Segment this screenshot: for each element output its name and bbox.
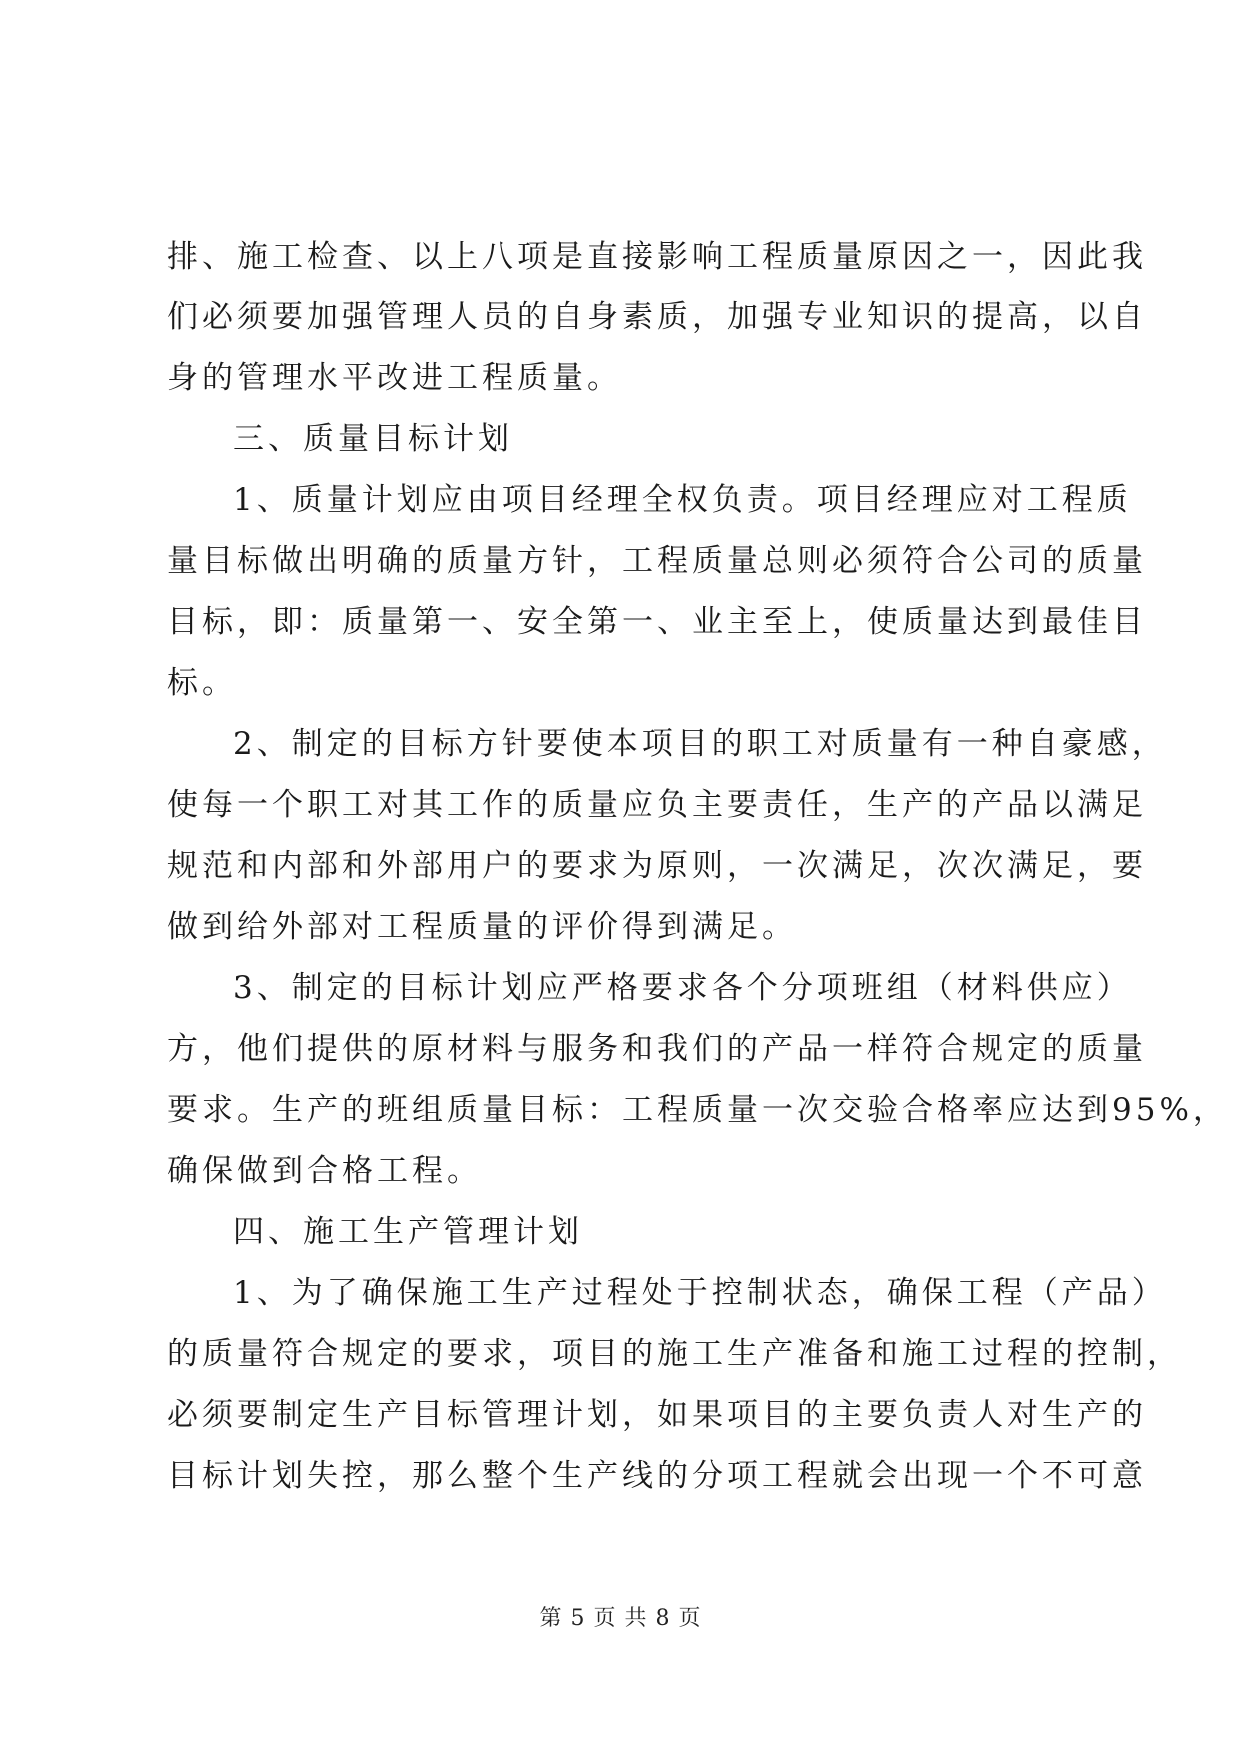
page-footer: 第 5 页 共 8 页 <box>539 1606 702 1631</box>
text-line: 规范和内部和外部用户的要求为原则，一次满足，次次满足，要 <box>167 848 1147 884</box>
text-line: 排、施工检查、以上八项是直接影响工程质量原因之一，因此我 <box>167 239 1147 275</box>
text-line: 目标计划失控，那么整个生产线的分项工程就会出现一个不可意 <box>167 1458 1147 1494</box>
text-line: 1、为了确保施工生产过程处于控制状态，确保工程（产品） <box>233 1275 1167 1311</box>
text-line: 们必须要加强管理人员的自身素质，加强专业知识的提高，以自 <box>167 299 1147 335</box>
text-line: 做到给外部对工程质量的评价得到满足。 <box>167 909 797 945</box>
text-line: 的质量符合规定的要求，项目的施工生产准备和施工过程的控制， <box>167 1336 1182 1372</box>
text-line: 3、制定的目标计划应严格要求各个分项班组（材料供应） <box>233 970 1132 1006</box>
section-heading: 四、施工生产管理计划 <box>233 1214 583 1250</box>
text-line: 1、质量计划应由项目经理全权负责。项目经理应对工程质 <box>233 482 1132 518</box>
text-line: 2、制定的目标方针要使本项目的职工对质量有一种自豪感， <box>233 726 1167 762</box>
text-line: 方，他们提供的原材料与服务和我们的产品一样符合规定的质量 <box>167 1031 1147 1067</box>
section-heading: 三、质量目标计划 <box>233 421 513 457</box>
text-line: 目标，即：质量第一、安全第一、业主至上，使质量达到最佳目 <box>167 604 1147 640</box>
text-line: 身的管理水平改进工程质量。 <box>167 360 622 396</box>
text-line: 量目标做出明确的质量方针，工程质量总则必须符合公司的质量 <box>167 543 1147 579</box>
text-line: 确保做到合格工程。 <box>167 1153 482 1189</box>
text-line: 标。 <box>167 665 237 701</box>
text-line: 要求。生产的班组质量目标：工程质量一次交验合格率应达到95%， <box>167 1092 1228 1128</box>
text-line: 使每一个职工对其工作的质量应负主要责任，生产的产品以满足 <box>167 787 1147 823</box>
text-line: 必须要制定生产目标管理计划，如果项目的主要负责人对生产的 <box>167 1397 1147 1433</box>
